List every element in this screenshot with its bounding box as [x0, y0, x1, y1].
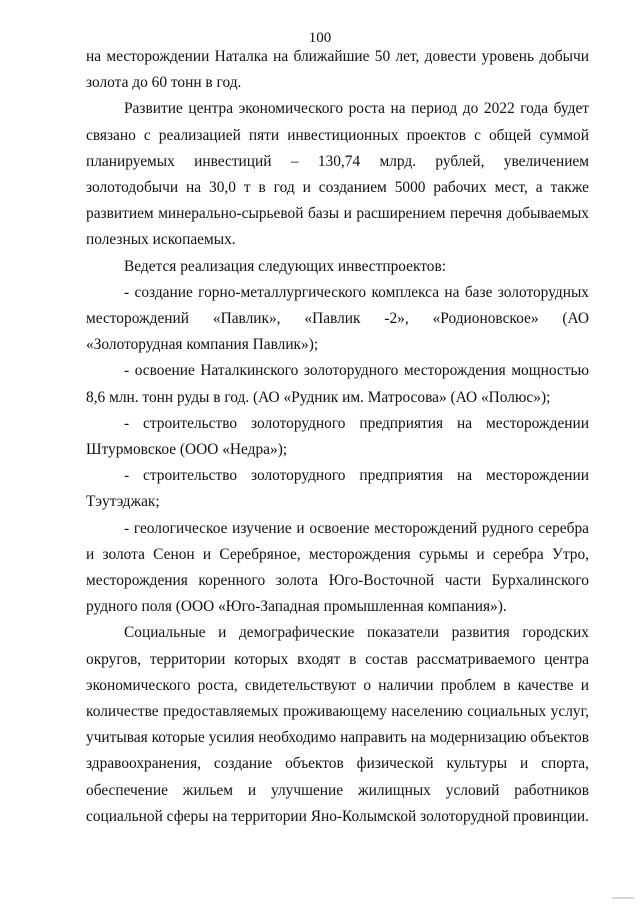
- paragraph-continuation: на месторождении Наталка на ближайшие 50 лет, довести уровень добычи золота до 60 тонн в год.: [86, 48, 589, 92]
- page-number: 100: [308, 30, 332, 46]
- paragraph-projects-intro: Ведется реализация следующих инвестпроектов:: [124, 257, 447, 275]
- list-item-teutedzhak: - строительство золоторудного предприятия на месторождении Тэутэджак;: [86, 467, 589, 511]
- scan-edge-mark: [612, 897, 634, 899]
- list-item-natalka: - освоение Наталкинского золоторудного месторождения мощностью 8,6 млн. тонн руды в год. (АО «Рудник им. Матросова» (АО «Полюс»);: [86, 362, 589, 406]
- paragraph-growth-center: Развитие центра экономического роста на период до 2022 года будет связано с реализацией пяти инвестиционных проектов с общей суммой планируемых инвестиций – 130,74 млрд. рублей, увеличением золотодобычи на 30,0 т в год и созданием 5000 рабочих мест, а также развитием минерально-сырьевой базы и расширением перечня добываемых полезных ископаемых.: [86, 100, 589, 249]
- list-item-geological-study: - геологическое изучение и освоение месторождений рудного серебра и золота Сенон и Серебряное, месторождения сурьмы и серебра Утро, месторождения коренного золота Юго-Восточной части Бурхалинского рудного поля (ООО «Юго-Западная промышленная компания»).: [86, 519, 589, 616]
- list-item-pavlik: - создание горно-металлургического комплекса на базе золоторудных месторождений «Павлик», «Павлик -2», «Родионовское» (АО «Золоторудная компания Павлик»);: [86, 283, 589, 354]
- list-item-shturmovskoe: - строительство золоторудного предприятия на месторождении Штурмовское (ООО «Недра»);: [86, 414, 589, 459]
- document-body: [86, 44, 589, 830]
- paragraph-social-indicators: Социальные и демографические показатели развития городских округов, территории которых входят в состав рассматриваемого центра экономического роста, свидетельствуют о наличии проблем в качестве и количестве предоставляемых проживающему населению социальных услуг, учитывая которые усилия необходимо направить на модернизацию объектов здравоохранения, создание объектов физической культуры и спорта, обеспечение жильем и улучшение жилищных условий работников социальной сферы на территории Яно-Колымской золоторудной провинции.: [86, 624, 589, 825]
